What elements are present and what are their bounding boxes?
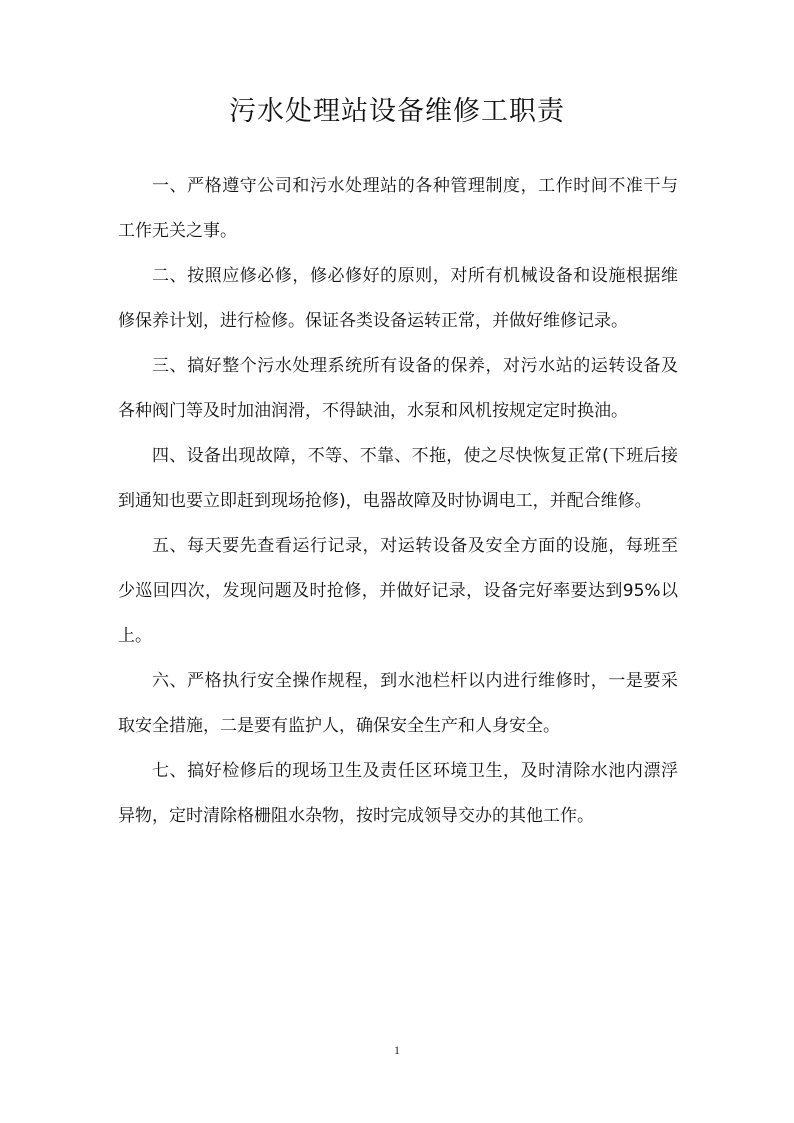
- document-title: 污水处理站设备维修工职责: [229, 96, 565, 127]
- page-number: 1: [394, 1043, 400, 1057]
- duty-paragraph-4: 四、设备出现故障，不等、不靠、不拖，使之尽快恢复正常(下班后接到通知也要立即赶到现场抢修)，电器故障及时协调电工，并配合维修。: [118, 446, 678, 511]
- duty-paragraph-1: 一、严格遵守公司和污水处理站的各种管理制度，工作时间不准干与工作无关之事。: [118, 176, 678, 241]
- duty-paragraph-2: 二、按照应修必修，修必修好的原则，对所有机械设备和设施根据维修保养计划，进行检修。保证各类设备运转正常，并做好维修记录。: [118, 266, 678, 331]
- duty-paragraph-3: 三、搞好整个污水处理系统所有设备的保养，对污水站的运转设备及各种阀门等及时加油润滑，不得缺油，水泵和风机按规定定时换油。: [118, 356, 678, 421]
- duty-paragraph-5: 五、每天要先查看运行记录，对运转设备及安全方面的设施，每班至少巡回四次，发现问题及时抢修，并做好记录，设备完好率要达到95%以上。: [118, 536, 678, 646]
- document-body: [118, 164, 678, 839]
- duty-paragraph-7: 七、搞好检修后的现场卫生及责任区环境卫生，及时清除水池内漂浮异物，定时清除格栅阻水杂物，按时完成领导交办的其他工作。: [118, 761, 678, 826]
- duty-paragraph-6: 六、严格执行安全操作规程，到水池栏杆以内进行维修时，一是要采取安全措施，二是要有监护人，确保安全生产和人身安全。: [118, 671, 678, 736]
